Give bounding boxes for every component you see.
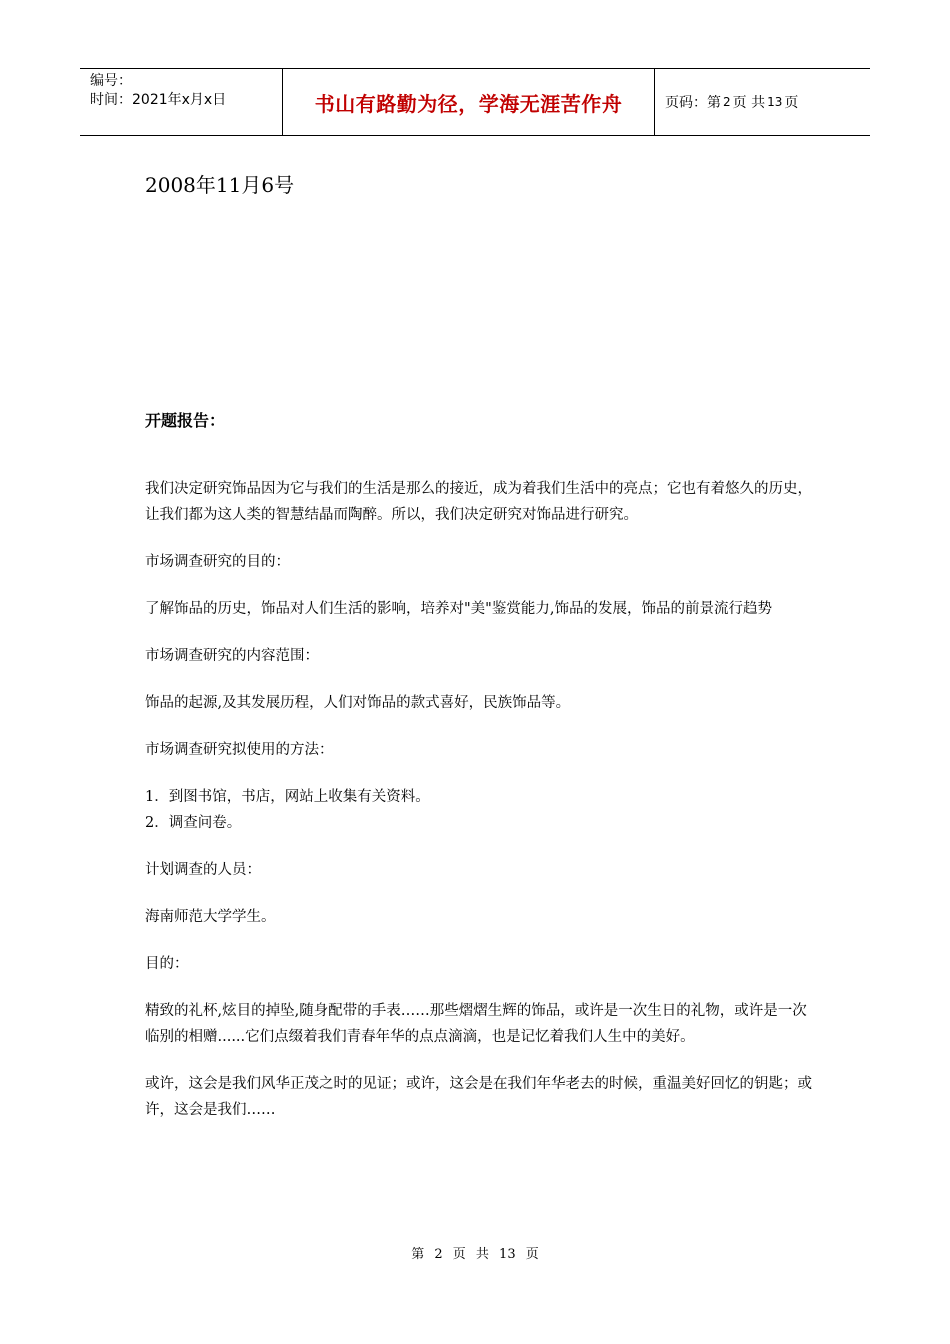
methods-item: 2．调查问卷。: [145, 815, 242, 831]
methods-item: 1．到图书馆，书店，网站上收集有关资料。: [145, 789, 430, 805]
goal-title: 目的：: [145, 956, 189, 972]
header-page-total: 13: [767, 95, 783, 109]
goal-text-2: 或许，这会是我们风华正茂之时的见证；或许，这会是在我们年华老去的时候，重温美好回忆的钥匙；或许，这会是我们……: [145, 1076, 812, 1118]
header-page-suffix: 页: [784, 95, 799, 111]
header-number-label: 编号：: [90, 73, 132, 89]
report-intro: 我们决定研究饰品因为它与我们的生活是那么的接近，成为着我们生活中的亮点；它也有着悠久的历史，让我们都为这人类的智慧结晶而陶醉。所以，我们决定研究对饰品进行研究。: [145, 481, 812, 523]
page-footer: 第 2 页 共 13 页: [411, 1247, 539, 1262]
purpose-title: 市场调查研究的目的：: [145, 554, 290, 570]
report-heading: 开题报告：: [145, 411, 226, 430]
people-text: 海南师范大学学生。: [145, 909, 276, 925]
scope-text: 饰品的起源,及其发展历程，人们对饰品的款式喜好，民族饰品等。: [145, 695, 571, 711]
goal-text-1: 精致的礼杯,炫目的掉坠,随身配带的手表……那些熠熠生辉的饰品，或许是一次生日的礼物，或许是一次临别的相赠......它们点缀着我们青春年华的点点滴滴，也是记忆着我们人生中的美好。: [145, 1003, 807, 1045]
header-page-mid: 页 共: [732, 95, 766, 111]
methods-title: 市场调查研究拟使用的方法：: [145, 742, 334, 758]
report-body: [145, 408, 820, 1144]
header-meta: [80, 69, 282, 135]
scope-title: 市场调查研究的内容范围：: [145, 648, 319, 664]
header-motto: 书山有路勤为径，学海无涯苦作舟: [282, 69, 655, 135]
header-time-label: 时间：2021年x月x日: [90, 92, 227, 108]
methods-list: [145, 784, 820, 836]
header-page-current: 2: [723, 95, 731, 109]
document-date: 2008年11月6号: [145, 173, 295, 197]
people-title: 计划调查的人员：: [145, 862, 261, 878]
purpose-text: 了解饰品的历史，饰品对人们生活的影响，培养对"美"鉴赏能力,饰品的发展，饰品的前景流行趋势: [145, 601, 772, 617]
page-header: [80, 68, 870, 136]
header-page-info: [655, 69, 870, 135]
header-page-prefix: 页码：第: [665, 95, 721, 111]
